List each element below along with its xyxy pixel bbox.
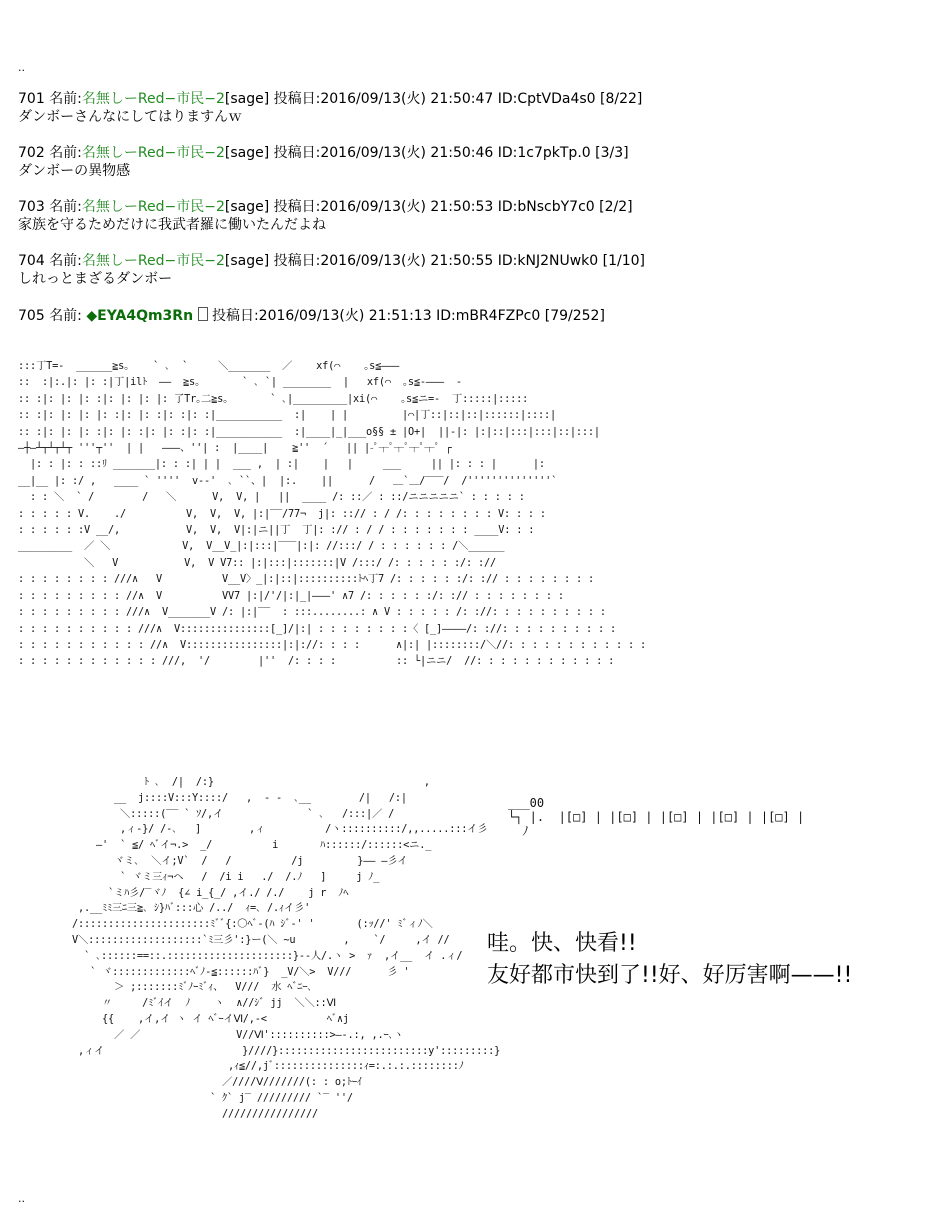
post-date: 2016/09/13(火) 21:50:55 bbox=[320, 253, 494, 269]
date-label: 投稿日: bbox=[273, 145, 321, 161]
poster-id[interactable]: ID:1c7pkTp.0 bbox=[497, 145, 591, 161]
post-702 bbox=[18, 144, 629, 180]
post-date: 2016/09/13(火) 21:50:46 bbox=[320, 145, 494, 161]
name-label: 名前: bbox=[49, 308, 82, 324]
mail-field-empty bbox=[198, 307, 208, 321]
post-704 bbox=[18, 252, 645, 288]
post-date: 2016/09/13(火) 21:50:47 bbox=[320, 91, 494, 107]
post-header bbox=[18, 198, 633, 216]
post-body: ダンボーの異物感 bbox=[18, 163, 131, 179]
poster-name[interactable]: 名無しーRed−市民−2 bbox=[81, 253, 225, 269]
mail-field: [sage] bbox=[224, 145, 270, 161]
post-count: [8/22] bbox=[600, 91, 643, 107]
post-date: 2016/09/13(火) 21:51:13 bbox=[258, 308, 432, 324]
poster-name[interactable]: 名無しーRed−市民−2 bbox=[81, 91, 225, 107]
post-header bbox=[18, 307, 605, 325]
ascii-art-city: :::丁T=- ______≧s｡ ` ､ ` ＼_______ ／ xf(⌒ ｡s≦――― :: :|:.|: |: :|丁|ilﾄ ―― ≧s｡ ` ､ `| ________ | xf(⌒ ｡s≦-――― - :: :|: |: |: :|: |: |: |: 了Tr｡二≧s｡ ` ､|_________|xi(⌒ ｡s≦ニ=- 丁:::::|::::: :: :|: |: |: |: :|: |: :|: :|: :|___________ :| | | |⌒|丁::|::|::|::::::|::::| :: :|: |: |: :|: |: :|: |: :|: :|___________ :|____|_|___o§§ ± |O+| ||-|: |:|::|:::|:::|::|:::| ―┼―┴┬┴┬┴┬ '''┬'' | | ―――、''| : |____| ≧'' ´ || |-ﾟ┬ﾟ┬ﾟ┬ﾟ┬ﾟ ┌ |: : |: : ::ﾘ _______|: : :| | | ___ , | :| | | ___ || |: : : | |: __|__ |: :/ , ____ ` '''' v--' ､ ``、| |:. || / ＿`＿/‾‾‾/ /''''''''''''''` : : ＼ ` / / ＼ V, V, | || ____ /: ::／ : ::/ニニニニニ` : : : : : : : : : : V. ./ V, V, V, |:|‾‾/77¬ j|: ::// : / /: : : : : : : : V: : : : : : : : : :V __/, V, V, V|:|ニ||丁 丁|: :// : / / : : : : : : : ____V: : : _________ ／ ＼ V, V__V_|:|:::|‾‾‾|:|: //:::/ / : : : : : : /＼______ ＼ V V, V V7:: |:|:::|:::::::|V /:::/ /: : : : : :/: :// : : : : : : : : ///∧ V V__V〉_|:|::|::::::::::ﾄﾍ丁7 /: : : : : :/: :// : : : : : : : : : : : : : : : : : //∧ V VV7 |:|/'/|:|_|―――' ∧7 /: : : : : :/: :// : : : : : : : : : : : : : : : : : ///∧ V_______V /: |:|‾‾ : :::........: ∧ V : : : : : /: ://: : : : : : : : : : : : : : : : : : : : ///∧ V:::::::::::::::[_]/|:| : : : : : : : :〈 [_]――――/: ://: : : : : : : : : : : : : : : : : : : : : //∧ V::::::::::::::::|:|://: : : : ∧|:| |::::::::/＼//: : : : : : : : : : : : : : : : : : : : : : : : ///, '/ |'' /: : : : :: └|ニニ/ //: : : : : : : : : : : : bbox=[18, 360, 647, 668]
name-label: 名前: bbox=[49, 91, 82, 107]
post-header bbox=[18, 252, 645, 270]
post-number: 701 bbox=[18, 91, 45, 107]
post-count: [1/10] bbox=[602, 253, 646, 269]
post-705 bbox=[18, 307, 605, 325]
bottom-dots: .. bbox=[18, 1192, 25, 1205]
mail-field: [sage] bbox=[224, 253, 270, 269]
date-label: 投稿日: bbox=[273, 253, 321, 269]
date-label: 投稿日: bbox=[273, 199, 321, 215]
post-count: [2/2] bbox=[599, 199, 633, 215]
post-number: 703 bbox=[18, 199, 45, 215]
poster-id[interactable]: ID:mBR4FZPc0 bbox=[436, 308, 541, 324]
poster-name[interactable]: 名無しーRed−市民−2 bbox=[81, 145, 225, 161]
post-body: ダンボーさんなにしてはりますんｗ bbox=[18, 109, 243, 125]
post-number: 705 bbox=[18, 308, 45, 324]
poster-id[interactable]: ID:kNJ2NUwk0 bbox=[497, 253, 599, 269]
name-label: 名前: bbox=[49, 145, 82, 161]
top-dots: .. bbox=[18, 61, 25, 74]
mail-field: [sage] bbox=[224, 91, 270, 107]
post-body: しれっとまざるダンボー bbox=[18, 271, 173, 287]
ascii-art-sign: ___00 └┐ |. |[□] | |[□] | |[□] | |[□] | |[□] | ﾉ bbox=[508, 796, 805, 838]
poster-id[interactable]: ID:bNscbY7c0 bbox=[497, 199, 595, 215]
name-label: 名前: bbox=[49, 253, 82, 269]
post-count: [79/252] bbox=[544, 308, 605, 324]
post-number: 702 bbox=[18, 145, 45, 161]
speech-line-2: 友好都市快到了!!好、好厉害啊——!! bbox=[487, 963, 853, 988]
speech-line-1: 哇。快、快看!! bbox=[487, 931, 637, 956]
poster-trip[interactable]: ◆EYA4Qm3Rn bbox=[86, 308, 194, 324]
poster-name[interactable]: 名無しーRed−市民−2 bbox=[81, 199, 225, 215]
ascii-art-character: ﾄ ､ /| /:} , __ j::::V:::Y::::/ , - - ､__ /| /:| ＼:::::(‾‾ ` ｿ/,イ ` ､ /:::|／ / ,ィ-}/ /-､ ] ,ィ /ヽ::::::::::/,,.....:::イ彡 ―' ` ≦/ ﾍﾞイ¬.> _/ i ﾊ::::::/::::::<ニ._ ヾミ､ ＼イ;V` / / /j }―― ―彡イ ` ヾミ三ｨ¬ヘ / /i i ./ /.ﾉ ] j ﾉ_ `ミﾊ彡/‾ヾﾉ {∠ i_{_/ ,イ./ /./ j r ﾉﾍ ,.__ﾐﾐ三ﾆ三≧､ ｼ}ﾊﾞ:::心 /../ ｨ=､ /.ｨイ彡' /::::::::::::::::::::::ﾐﾞﾞ{:〇ﾍﾞ-(ﾊ ｼﾞ-' ' (:ｯ//' ﾐﾞィﾉ＼ V＼:::::::::::::::::::`ﾐ三彡':}ー(＼ ~u , `/ ,イ // ` ､::::::==::.:::::::::::::::::::::}--人/.ヽ > ｧ ,イ__ イ .ィ/ ` ヾ:::::::::::::ﾍﾞﾉ-≦::::::ﾊﾞ} _V/＼> V/// 彡 ' ＞ ;:::::::ﾐﾞﾉｰﾐﾞｨ、 V/// 水 ﾍﾞﾆｰ､ 〃 /ﾐﾞｲイ ﾉ ヽ ∧//ｼﾞ jj ＼＼::Ⅵ {{ ,イ,イ ヽ イ ﾍﾞｰイⅥ/,-< ﾍﾞ∧j ／ ／ V//Ⅵ'::::::::::>―-.:, ,.ｰ､ヽ ,ィイ }////}:::::::::::::::::::::::::y':::::::::} ,ｨ≦//,jﾞ:::::::::::::::ｨ=:.:.:.::::::::ﾉ ／////Ⅴ///////(: : o;ﾄｰｲ ` ｸ` j‾ ///////// `‾ ''/ //////////////// bbox=[71, 776, 501, 1120]
post-number: 704 bbox=[18, 253, 45, 269]
post-header bbox=[18, 144, 629, 162]
post-body: 家族を守るためだけに我武者羅に働いたんだよね bbox=[18, 217, 326, 233]
date-label: 投稿日: bbox=[211, 308, 259, 324]
post-count: [3/3] bbox=[595, 145, 629, 161]
date-label: 投稿日: bbox=[273, 91, 321, 107]
name-label: 名前: bbox=[49, 199, 82, 215]
post-701 bbox=[18, 90, 642, 126]
mail-field: [sage] bbox=[224, 199, 270, 215]
poster-id[interactable]: ID:CptVDa4s0 bbox=[497, 91, 596, 107]
post-header bbox=[18, 90, 642, 108]
post-date: 2016/09/13(火) 21:50:53 bbox=[320, 199, 494, 215]
post-703 bbox=[18, 198, 633, 234]
